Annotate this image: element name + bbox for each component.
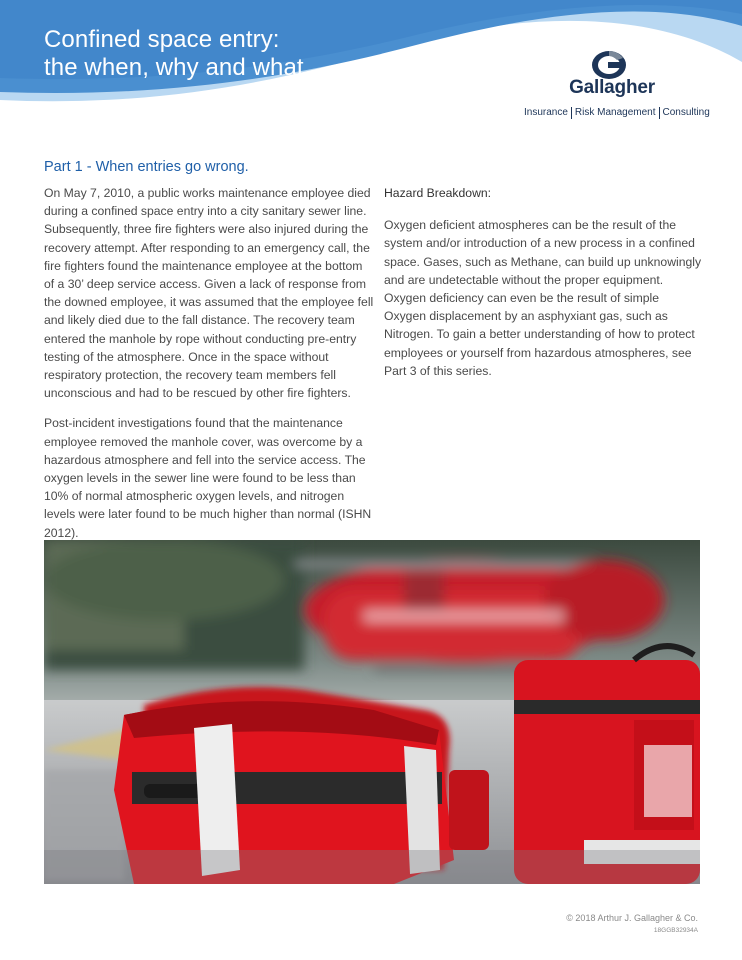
tag-risk-management: Risk Management	[571, 107, 659, 119]
copyright-notice: © 2018 Arthur J. Gallagher & Co.	[566, 913, 698, 923]
tag-insurance: Insurance	[524, 107, 568, 118]
section-heading: Part 1 - When entries go wrong.	[44, 159, 249, 175]
photo-illustration	[44, 540, 700, 884]
header-banner	[0, 0, 742, 130]
logo-tagline	[524, 107, 710, 119]
gallagher-logo	[524, 50, 710, 122]
investigation-paragraph: Post-incident investigations found that the maintenance employee removed the manhole cover, was overcome by a hazardous atmosphere and fell into the service access. The oxygen levels in the sewer line were found to be less than 10% of normal atmospheric oxygen levels, and nitrogen levels were later found to be much higher than normal (ISHN 2012).	[44, 416, 372, 540]
left-column	[44, 184, 374, 554]
page-title-line-2: the when, why and what.	[44, 54, 311, 81]
page-title	[44, 26, 310, 82]
right-column	[384, 184, 702, 392]
incident-paragraph: On May 7, 2010, a public works maintenance employee died during a confined space entry into a city sanitary sewer line. Subsequently, three fire fighters were also injured during the recovery attempt. After responding to an emergency call, the fire fighters found the maintenance employee at the bottom of a 30’ deep service access. Given a lack of response from the downed employee, it was assumed that the employee fell and likely died due to the fall distance. The recovery team entered the manhole by rope without conducting pre-entry testing of the atmosphere. Once in the space without respiratory protection, the recovery team members fell unconscious and had to be rescued by other fire fighters.	[44, 186, 374, 401]
page-title-line-1: Confined space entry:	[44, 26, 280, 53]
tag-consulting: Consulting	[659, 107, 713, 119]
hazard-paragraph: Oxygen deficient atmospheres can be the result of the system and/or introduction of a new process in a confined space. Gases, such as Methane, can build up unknowingly and are undetectable without the proper equipment. Oxygen deficiency can even be the result of simple Oxygen displacement by an asphyxiant gas, such as Nitrogen. To gain a better understanding of how to protect employees or yourself from hazardous atmospheres, see Part 3 of this series.	[384, 218, 702, 378]
hazard-breakdown-heading: Hazard Breakdown:	[384, 186, 492, 200]
logo-wordmark: Gallagher	[569, 77, 655, 98]
emergency-bags-photo	[44, 540, 700, 884]
document-code: 18GGB32934A	[653, 927, 698, 934]
gallagher-emblem-icon	[591, 50, 627, 80]
